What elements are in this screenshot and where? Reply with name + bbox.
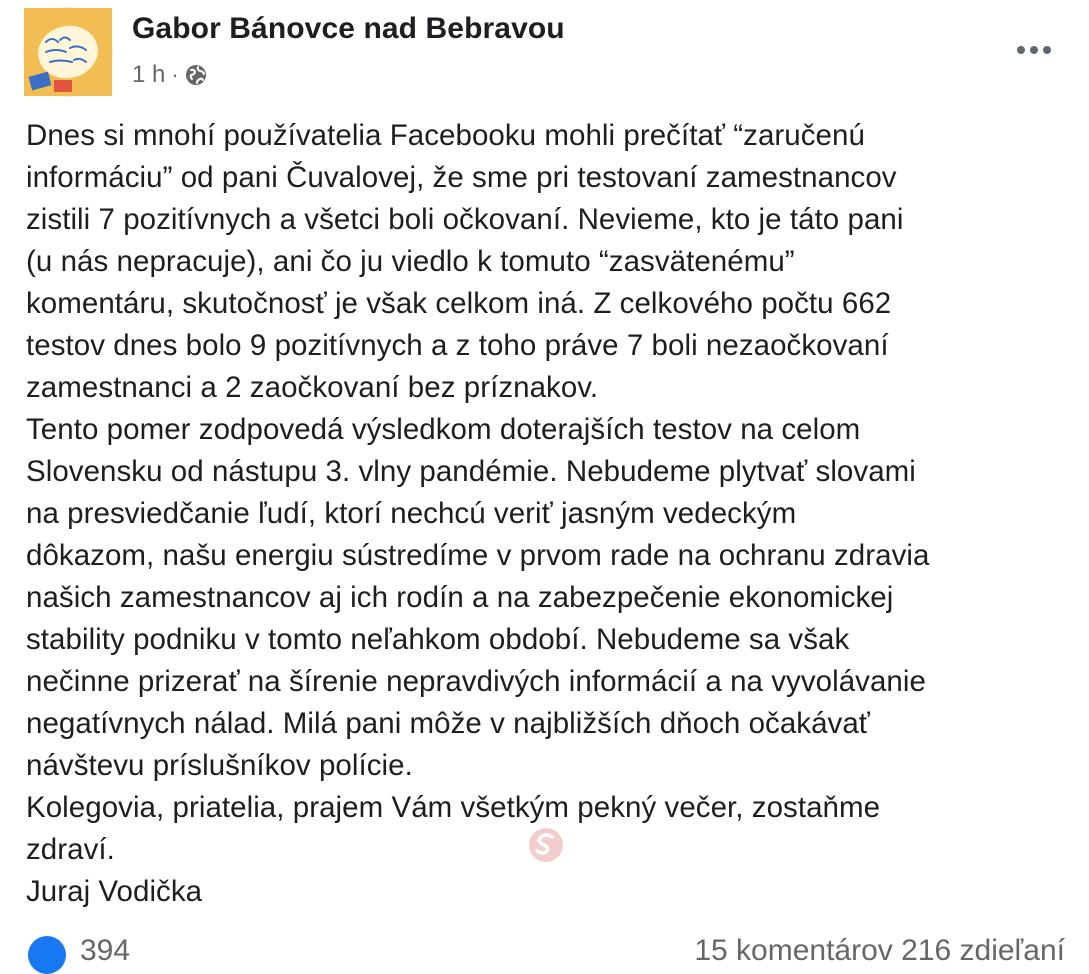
post-text-line: na presviedčanie ľudí, ktorí nechcú veriť jasným vedeckým: [26, 497, 797, 530]
post-text-line: negatívnych nálad. Milá pani môže v najbližších dňoch očakávať: [26, 707, 870, 740]
post-text-line: zamestnanci a 2 zaočkovaní bez príznakov.: [26, 371, 599, 404]
globe-icon[interactable]: [184, 63, 208, 87]
more-options-button[interactable]: [1010, 30, 1058, 70]
reactions-summary[interactable]: [28, 936, 130, 974]
post-text-line: návštevu príslušníkov polície.: [26, 749, 413, 782]
post-text-line: dôkazom, našu energiu sústredíme v prvom rade na ochranu zdravia: [26, 539, 930, 572]
comments-shares-count[interactable]: 15 komentárov 216 zdieľaní: [694, 934, 1065, 967]
post-text-line: zistili 7 pozitívnych a všetci boli očkovaní. Nevieme, kto je táto pani: [26, 203, 904, 236]
page-name[interactable]: Gabor Bánovce nad Bebravou: [132, 12, 565, 45]
more-options-icon: [1017, 46, 1051, 54]
post-meta: [132, 59, 208, 91]
post-text-line: nečinne prizerať na šírenie nepravdivých informácií a na vyvolávanie: [26, 665, 926, 698]
post-text-line: Slovensku od nástupu 3. vlny pandémie. Nebudeme plytvať slovami: [26, 455, 916, 488]
post-text-line: našich zamestnancov aj ich rodín a na zabezpečenie ekonomickej: [26, 581, 894, 614]
post-header: [24, 6, 1064, 96]
post-text-line: Dnes si mnohí používatelia Facebooku mohli prečítať “zaručenú: [26, 119, 865, 152]
post-text-line: Kolegovia, priatelia, prajem Vám všetkým pekný večer, zostaňme: [26, 791, 881, 824]
post-text-line: stability podniku v tomto neľahkom období. Nebudeme sa však: [26, 623, 850, 656]
avatar-image: [24, 8, 112, 96]
post-text-line: Tento pomer zodpovedá výsledkom doterajších testov na celom: [26, 413, 861, 446]
page-avatar[interactable]: [24, 8, 112, 96]
post-text-line: komentáru, skutočnosť je však celkom iná. Z celkového počtu 662: [26, 287, 892, 320]
reaction-count: 394: [80, 934, 131, 967]
post-time[interactable]: 1 h: [132, 61, 166, 88]
post-text-line: zdraví.: [26, 833, 115, 866]
post-text-line: informáciu” od pani Čuvalovej, že sme pri testovaní zamestnancov: [26, 161, 897, 194]
post-text-line: (u nás nepracuje), ani čo ju viedlo k tomuto “zasvätenému”: [26, 245, 795, 278]
post-footer: [0, 928, 1089, 967]
post-text-line: testov dnes bolo 9 pozitívnych a z toho práve 7 boli nezaočkovaní: [26, 329, 889, 362]
post-body: [26, 115, 1071, 913]
post-text-line: Juraj Vodička: [26, 875, 203, 908]
meta-separator: ·: [171, 62, 179, 87]
like-icon: [28, 936, 66, 974]
watermark-logo-icon: [527, 826, 565, 864]
